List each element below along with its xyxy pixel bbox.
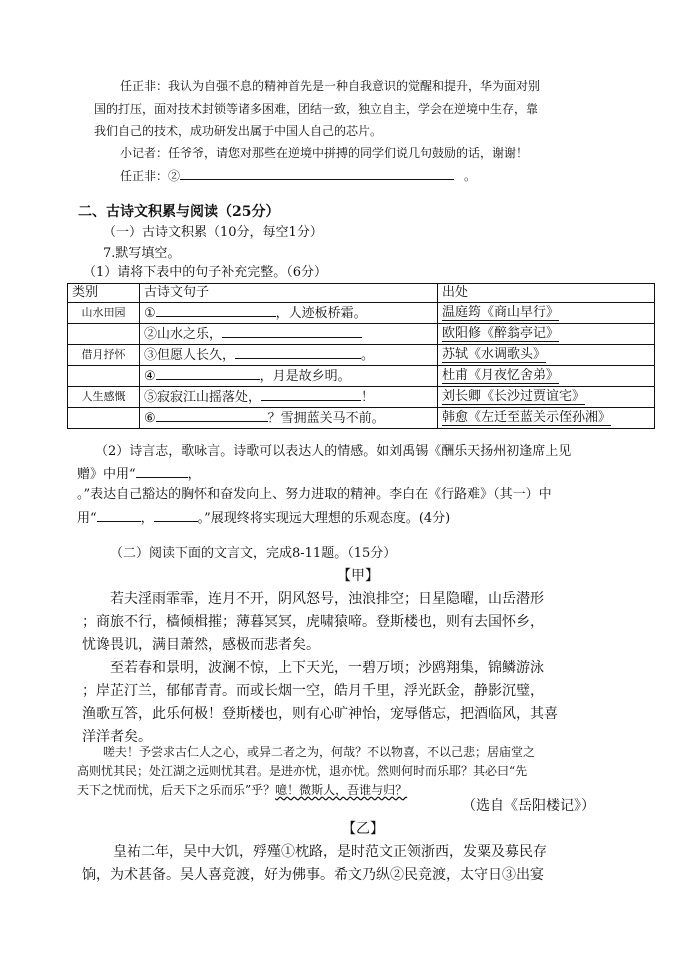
p2-line: 至若春和景明，波澜不惊，上下天光，一碧万顷；沙鸥翔集，锦鳞游泳 — [110, 660, 544, 676]
q7-2-text: ， — [140, 511, 154, 526]
source-text: 苏轼《水调歌头》 — [442, 347, 547, 362]
p1-line: 若夫淫雨霏霏，连月不开，阴风怒号，浊浪排空；日星隐曜，山岳潜形 — [110, 591, 544, 607]
verse-cell — [140, 324, 438, 345]
passage-jia-title: 【甲】 — [337, 568, 379, 584]
category-cell: 山水田园 — [68, 303, 140, 324]
yi-line: 饷，为术甚备。吴人喜竞渡，好为佛事。希文乃纵②民竞渡，太守日③出宴 — [82, 867, 544, 883]
question-7: 7.默写填空。 — [103, 246, 181, 261]
category-cell: 借月抒怀 — [68, 345, 140, 366]
source-cell — [438, 387, 655, 408]
source-cell — [438, 345, 655, 366]
blank-2[interactable] — [222, 324, 362, 338]
p3-line: 嗟夫！予尝求古仁人之心，或异二者之为，何哉？不以物喜，不以己悲；居庙堂之 — [103, 745, 536, 759]
verse-text: ④ — [144, 369, 156, 384]
table-row — [68, 408, 655, 429]
section-heading: 二、古诗文积累与阅读（25分） — [78, 204, 280, 220]
reading-heading: （二）阅读下面的文言文，完成8-11题。（15分） — [110, 546, 397, 561]
table-header: 类别 — [68, 284, 140, 303]
category-cell — [68, 366, 140, 387]
verse-text: 。 — [361, 348, 375, 363]
verse-cell — [140, 345, 438, 366]
table-row — [68, 324, 655, 345]
dialogue-line-5 — [120, 166, 476, 185]
subsection-heading: （一）古诗文积累（10分，每空1分） — [103, 225, 323, 240]
q7-2-text: 。”展现终将实现远大理想的乐观态度。(4分) — [197, 511, 451, 526]
table-header: 出处 — [438, 284, 655, 303]
answer-blank-2[interactable] — [180, 166, 454, 180]
p1-line: 忧谗畏讥，满目萧然，感极而悲者矣。 — [82, 637, 320, 653]
p3-line — [77, 781, 407, 799]
category-cell: 人生感慨 — [68, 387, 140, 408]
source-text: 韩愈《左迁至蓝关示侄孙湘》 — [442, 410, 612, 425]
blank-7[interactable] — [136, 464, 188, 478]
q7-2-line-2 — [77, 464, 201, 484]
table-row — [68, 303, 655, 324]
p2-line: 渔歌互答，此乐何极！登斯楼也，则有心旷神怡，宠辱偕忘，把酒临风，其喜 — [82, 706, 558, 722]
p1-line: ；商旅不行，樯倾楫摧；薄暮冥冥，虎啸猿啼。登斯楼也，则有去国怀乡， — [82, 614, 544, 630]
p3-wavy-text: 噫！微斯人，吾谁与归？ — [275, 783, 408, 797]
verse-cell — [140, 366, 438, 387]
blank-5[interactable] — [261, 387, 361, 401]
q7-2-text: 用“ — [77, 511, 97, 526]
verse-text: ，人迹板桥霜。 — [275, 306, 367, 321]
source-cell — [438, 366, 655, 387]
category-cell — [68, 408, 140, 429]
p3-text: 天下之忧而忧，后天下之乐而乐”乎？ — [77, 783, 276, 797]
q7-2-text: ， — [187, 467, 201, 482]
source-cell — [438, 408, 655, 429]
source-text: 刘长卿《长沙过贾谊宅》 — [442, 389, 586, 404]
question-7-1: （1）请将下表中的句子补充完整。（6分） — [83, 265, 328, 280]
dialogue-line-5-prefix: 任正非：② — [120, 169, 181, 183]
verse-text: ？雪拥蓝关马不前。 — [267, 411, 385, 426]
dialogue-line-5-suffix: 。 — [464, 169, 477, 183]
dialogue-line-2: 国的打压，面对技术封锁等诸多困难，团结一致，独立自主，学会在逆境中生存，靠 — [94, 102, 539, 116]
blank-3[interactable] — [235, 345, 361, 359]
verse-text: ②山水之乐， — [144, 327, 223, 342]
source-cell — [438, 324, 655, 345]
verse-text: ⑥ — [144, 411, 156, 426]
table-row — [68, 345, 655, 366]
q7-2-line-3: 。”表达自己豁达的胸怀和奋发向上、努力进取的精神。李白在《行路难》（其一）中 — [77, 487, 552, 502]
poetry-table — [67, 283, 655, 429]
q7-2-text: 赠》中用“ — [77, 467, 136, 482]
blank-6[interactable] — [156, 408, 268, 422]
yi-line: 皇祐二年，吴中大饥，殍殣①枕路，是时范文正领浙西，发粟及募民存 — [113, 844, 547, 860]
table-header-row — [68, 284, 655, 303]
source-text: 欧阳修《醉翁亭记》 — [442, 326, 560, 341]
verse-cell — [140, 408, 438, 429]
table-header: 古诗文句子 — [140, 284, 438, 303]
verse-text: ① — [144, 306, 156, 321]
verse-cell — [140, 387, 438, 408]
dialogue-line-4: 小记者：任爷爷，请您对那些在逆境中拼搏的同学们说几句鼓励的话，谢谢！ — [120, 146, 529, 160]
passage-jia-source: （选自《岳阳楼记》） — [462, 798, 595, 814]
source-text: 杜甫《月夜忆舍弟》 — [442, 368, 560, 383]
blank-9[interactable] — [154, 508, 198, 522]
blank-8[interactable] — [97, 508, 141, 522]
dialogue-line-1: 任正非：我认为自强不息的精神首先是一种自我意识的觉醒和提升，华为面对别 — [120, 79, 541, 93]
table-row — [68, 366, 655, 387]
p2-line: ；岸芷汀兰，郁郁青青。而或长烟一空，皓月千里，浮光跃金，静影沉璧， — [82, 683, 544, 699]
category-cell — [68, 324, 140, 345]
blank-1[interactable] — [156, 303, 276, 317]
verse-text: ！ — [361, 390, 375, 405]
blank-4[interactable] — [156, 366, 260, 380]
verse-cell — [140, 303, 438, 324]
verse-text: ⑤寂寂江山摇落处， — [144, 390, 262, 405]
q7-2-line-4 — [77, 508, 450, 528]
p2-line: 洋洋者矣。 — [82, 729, 152, 745]
verse-text: ，月是故乡明。 — [259, 369, 351, 384]
table-row — [68, 387, 655, 408]
source-text: 温庭筠《商山早行》 — [442, 305, 560, 320]
passage-yi-title: 【乙】 — [342, 821, 384, 837]
q7-2-line-1: （2）诗言志，歌咏言。诗歌可以表达人的情感。如刘禹锡《酬乐天扬州初逢席上见 — [95, 444, 572, 459]
source-cell — [438, 303, 655, 324]
verse-text: ③但愿人长久， — [144, 348, 236, 363]
dialogue-line-3: 我们自己的技术，成功研发出属于中国人自己的芯片。 — [94, 124, 383, 138]
p3-line: 高则忧其民；处江湖之远则忧其君。是进亦忧，退亦忧。然则何时而乐耶？其必曰“先 — [77, 764, 528, 778]
